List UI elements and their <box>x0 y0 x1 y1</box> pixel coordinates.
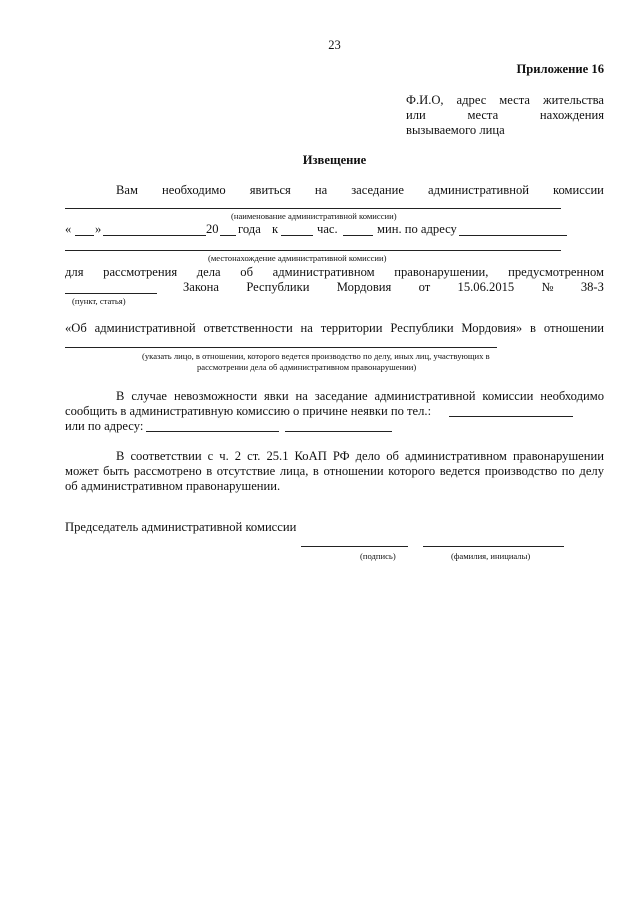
address-blank-2 <box>285 431 392 432</box>
koap-line-2: может быть рассмотрено в отсутствие лица, в отношении которого ведется производство по делу <box>65 464 604 478</box>
koap-line-3: об административном правонарушении. <box>65 479 281 493</box>
addressee-word: нахождения <box>539 108 604 122</box>
intro-word: явиться <box>249 183 291 197</box>
name-blank <box>423 546 564 547</box>
appendix-label: Приложение 16 <box>516 62 604 76</box>
intro-word: на <box>314 183 328 197</box>
addressee-line-2 <box>406 108 604 123</box>
purpose-word: дела <box>196 265 221 279</box>
addressee-word: или <box>406 108 426 122</box>
caption-commission-location: (местонахождение административной комиссии) <box>208 253 387 263</box>
commission-name-blank <box>65 208 561 209</box>
purpose-word: правонарушении, <box>394 265 489 279</box>
purpose-word: административном <box>272 265 375 279</box>
date-close-quote: » <box>95 222 102 236</box>
purpose-word: для <box>65 265 84 279</box>
law-word: Республики <box>246 280 310 294</box>
intro-word: заседание <box>351 183 405 197</box>
hours-word: час. <box>317 222 338 236</box>
clause-blank <box>65 293 157 294</box>
addressee-line-3: вызываемого лица <box>406 123 505 137</box>
intro-word: комиссии <box>553 183 604 197</box>
law-word: Закона <box>183 280 220 294</box>
year-blank <box>220 235 236 236</box>
caption-clause: (пункт, статья) <box>72 296 126 306</box>
intro-word: Вам <box>116 183 138 197</box>
caption-signature: (подпись) <box>360 551 396 561</box>
at-word: к <box>272 222 279 236</box>
law-word: от <box>418 280 431 294</box>
address-blank <box>459 235 567 236</box>
law-word: Мордовия <box>336 280 392 294</box>
intro-line <box>116 183 604 198</box>
caption-person-line-1: (указать лицо, в отношении, которого ведется производство по делу, иных лиц, участвующих в <box>142 351 490 361</box>
date-open-quote: « <box>65 222 72 236</box>
caption-name: (фамилия, инициалы) <box>451 551 531 561</box>
law-word: 38-З <box>580 280 604 294</box>
hours-blank <box>281 235 313 236</box>
caption-commission-name: (наименование административной комиссии) <box>231 211 397 221</box>
absence-line-2: сообщить в административную комиссию о причине неявки по тел.: <box>65 404 432 418</box>
chairman-label: Председатель административной комиссии <box>65 520 297 534</box>
addressee-word: места <box>499 93 531 107</box>
caption-person-line-2: рассмотрении дела об административном правонарушении) <box>197 362 417 372</box>
person-blank <box>65 347 497 348</box>
law-title-line <box>65 321 604 336</box>
minutes-address-word: мин. по адресу <box>377 222 457 236</box>
addressee-line-1 <box>406 93 604 108</box>
page-number: 23 <box>328 38 341 52</box>
law-word: 15.06.2015 <box>457 280 515 294</box>
year-word: года <box>238 222 261 236</box>
addressee-word: адрес <box>456 93 487 107</box>
law-word: № <box>541 280 554 294</box>
law-title-text: «Об административной ответственности на территории Республики Мордовия» в отношении <box>65 321 604 335</box>
minutes-blank <box>343 235 373 236</box>
location-blank <box>65 250 561 251</box>
addressee-word: Ф.И.О, <box>406 93 444 107</box>
year-prefix: 20 <box>206 222 219 236</box>
purpose-word: рассмотрения <box>103 265 178 279</box>
intro-word: административной <box>428 183 529 197</box>
day-blank <box>75 235 94 236</box>
absence-line-3: или по адресу: <box>65 419 144 433</box>
addressee-word: места <box>467 108 499 122</box>
signature-blank <box>301 546 408 547</box>
address-blank-1 <box>146 431 279 432</box>
document-title: Извещение <box>302 153 367 167</box>
intro-word: необходимо <box>161 183 226 197</box>
month-blank <box>103 235 206 236</box>
phone-blank <box>449 416 573 417</box>
purpose-word: об <box>240 265 253 279</box>
purpose-line <box>65 265 604 280</box>
purpose-word: предусмотренном <box>508 265 604 279</box>
koap-line-1: В соответствии с ч. 2 ст. 25.1 КоАП РФ дело об административном правонарушении <box>116 449 604 463</box>
absence-line-1: В случае невозможности явки на заседание административной комиссии необходимо <box>116 389 604 403</box>
law-line <box>183 280 604 295</box>
addressee-word: жительства <box>542 93 604 107</box>
